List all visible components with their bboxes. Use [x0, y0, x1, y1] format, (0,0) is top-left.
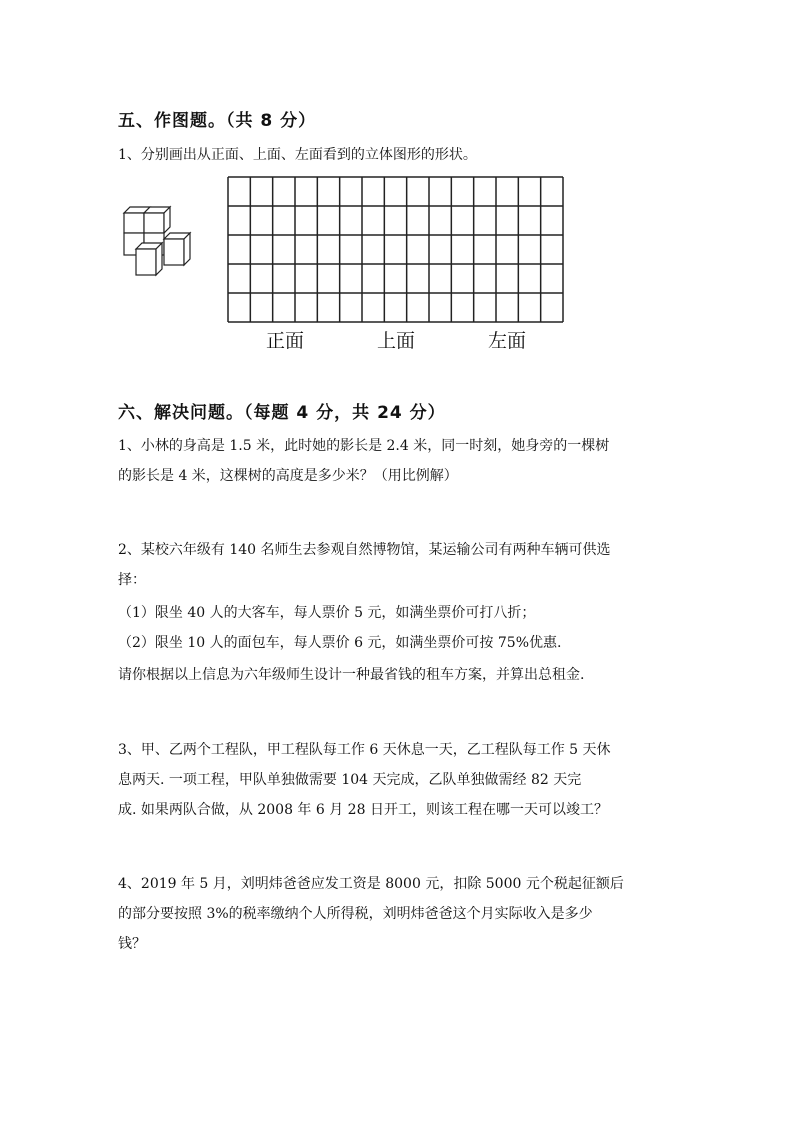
drawing-grid: [227, 176, 567, 324]
grid-label-front: 正面: [266, 330, 305, 352]
q2-line2: 择：: [118, 572, 146, 588]
q1-line1: 1、小林的身高是 1.5 米，此时她的影长是 2.4 米，同一时刻，她身旁的一棵树: [118, 438, 610, 454]
q2-line1: 2、某校六年级有 140 名师生去参观自然博物馆，某运输公司有两种车辆可供选: [118, 542, 611, 558]
q3-line2: 息两天. 一项工程，甲队单独做需要 104 天完成，乙队单独做需经 82 天完: [118, 772, 582, 788]
q4-line1: 4、2019 年 5 月，刘明炜爸爸应发工资是 8000 元，扣除 5000 元个税起征额后: [118, 876, 624, 892]
q4-line2: 的部分要按照 3%的税率缴纳个人所得税，刘明炜爸爸这个月实际收入是多少: [118, 906, 593, 922]
cube-figure: [120, 205, 195, 280]
q3-line3: 成. 如果两队合做，从 2008 年 6 月 28 日开工，则该工程在哪一天可以竣工？: [118, 802, 608, 818]
q3-line1: 3、甲、乙两个工程队，甲工程队每工作 6 天休息一天，乙工程队每工作 5 天休: [118, 742, 611, 758]
grid-label-top: 上面: [377, 330, 416, 352]
q1-line2: 的影长是 4 米，这棵树的高度是多少米？（用比例解）: [118, 468, 458, 484]
q2-line4: （2）限坐 10 人的面包车，每人票价 6 元，如满坐票价可按 75%优惠.: [118, 635, 562, 651]
q2-line3: （1）限坐 40 人的大客车，每人票价 5 元，如满坐票价可打八折；: [118, 605, 536, 621]
section6-title: 六、解决问题。（每题 4 分，共 24 分）: [118, 403, 446, 423]
q2-line5: 请你根据以上信息为六年级师生设计一种最省钱的租车方案，并算出总租金.: [118, 667, 585, 683]
q4-line3: 钱？: [118, 936, 146, 952]
section5-title: 五、作图题。（共 8 分）: [118, 111, 317, 131]
grid-label-left: 左面: [488, 330, 527, 352]
section5-question1: 1、分别画出从正面、上面、左面看到的立体图形的形状。: [118, 147, 477, 163]
